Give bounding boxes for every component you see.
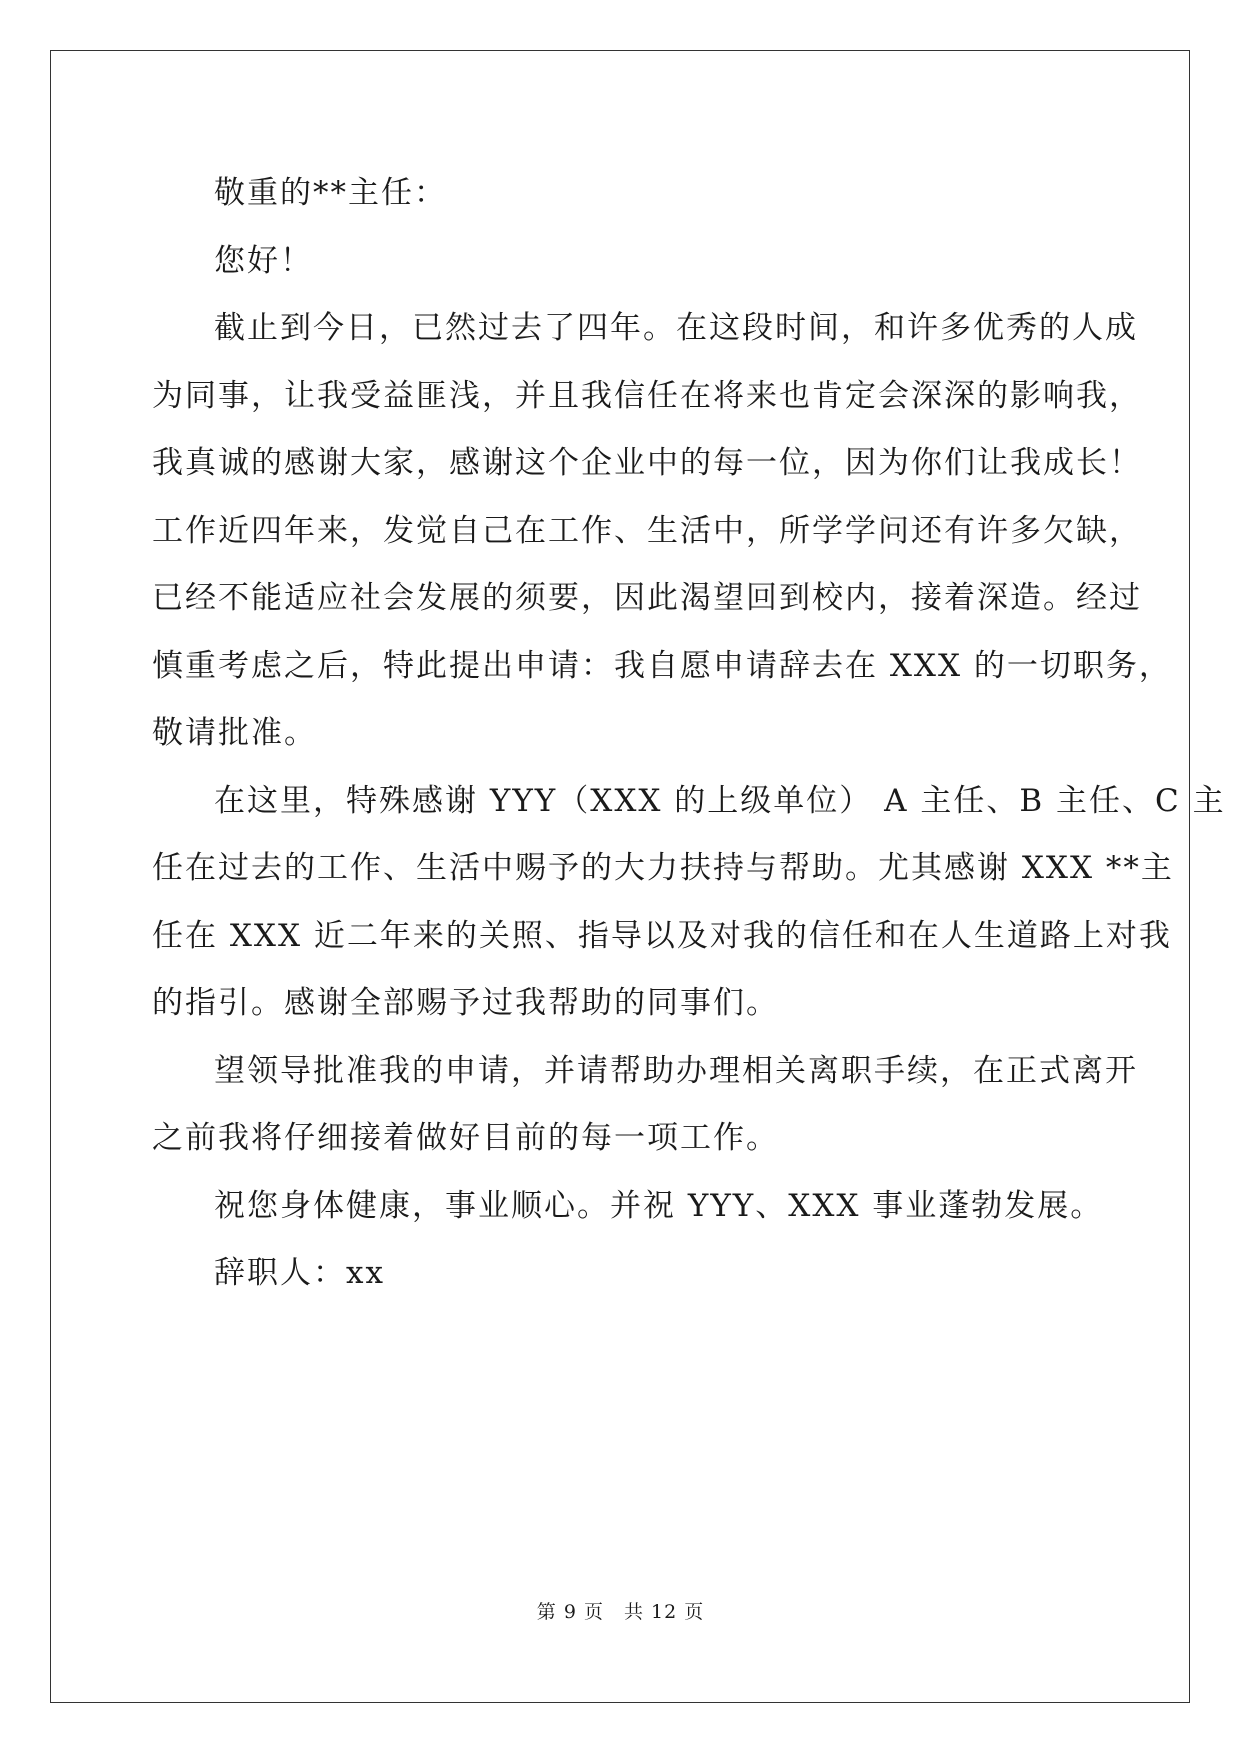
paragraph-line: 我真诚的感谢大家，感谢这个企业中的每一位，因为你们让我成长！ <box>152 445 1142 481</box>
greeting: 您好！ <box>214 242 313 279</box>
page-number-total: 共 12 页 <box>623 1601 705 1623</box>
paragraph-line: 任在 XXX 近二年来的关照、指导以及对我的信任和在人生道路上对我 <box>152 917 1172 954</box>
page-number-current: 第 9 页 <box>536 1601 604 1623</box>
paragraph-line: 敬请批准。 <box>152 715 317 751</box>
page-footer <box>0 1597 1241 1624</box>
letter-body <box>152 160 1226 1308</box>
paragraph-line: 已经不能适应社会发展的须要，因此渴望回到校内，接着深造。经过 <box>152 580 1142 616</box>
paragraph-line: 在这里，特殊感谢 YYY（XXX 的上级单位） A 主任、B 主任、C 主 <box>214 782 1226 819</box>
closing-wish: 祝您身体健康，事业顺心。并祝 YYY、XXX 事业蓬勃发展。 <box>214 1187 1104 1224</box>
paragraph-line: 任在过去的工作、生活中赐予的大力扶持与帮助。尤其感谢 XXX **主 <box>152 850 1174 886</box>
paragraph-line: 慎重考虑之后，特此提出申请：我自愿申请辞去在 XXX 的一切职务， <box>152 647 1172 684</box>
paragraph-line: 之前我将仔细接着做好目前的每一项工作。 <box>152 1120 779 1156</box>
paragraph-line: 的指引。感谢全部赐予过我帮助的同事们。 <box>152 985 779 1021</box>
paragraph-line: 工作近四年来，发觉自己在工作、生活中，所学学问还有许多欠缺， <box>152 512 1142 549</box>
signature-line: 辞职人：xx <box>214 1255 385 1291</box>
paragraph-line: 为同事，让我受益匪浅，并且我信任在将来也肯定会深深的影响我， <box>152 377 1142 414</box>
paragraph-line: 截止到今日，已然过去了四年。在这段时间，和许多优秀的人成 <box>214 310 1138 346</box>
salutation: 敬重的**主任： <box>214 175 447 211</box>
paragraph-line: 望领导批准我的申请，并请帮助办理相关离职手续，在正式离开 <box>214 1052 1138 1089</box>
